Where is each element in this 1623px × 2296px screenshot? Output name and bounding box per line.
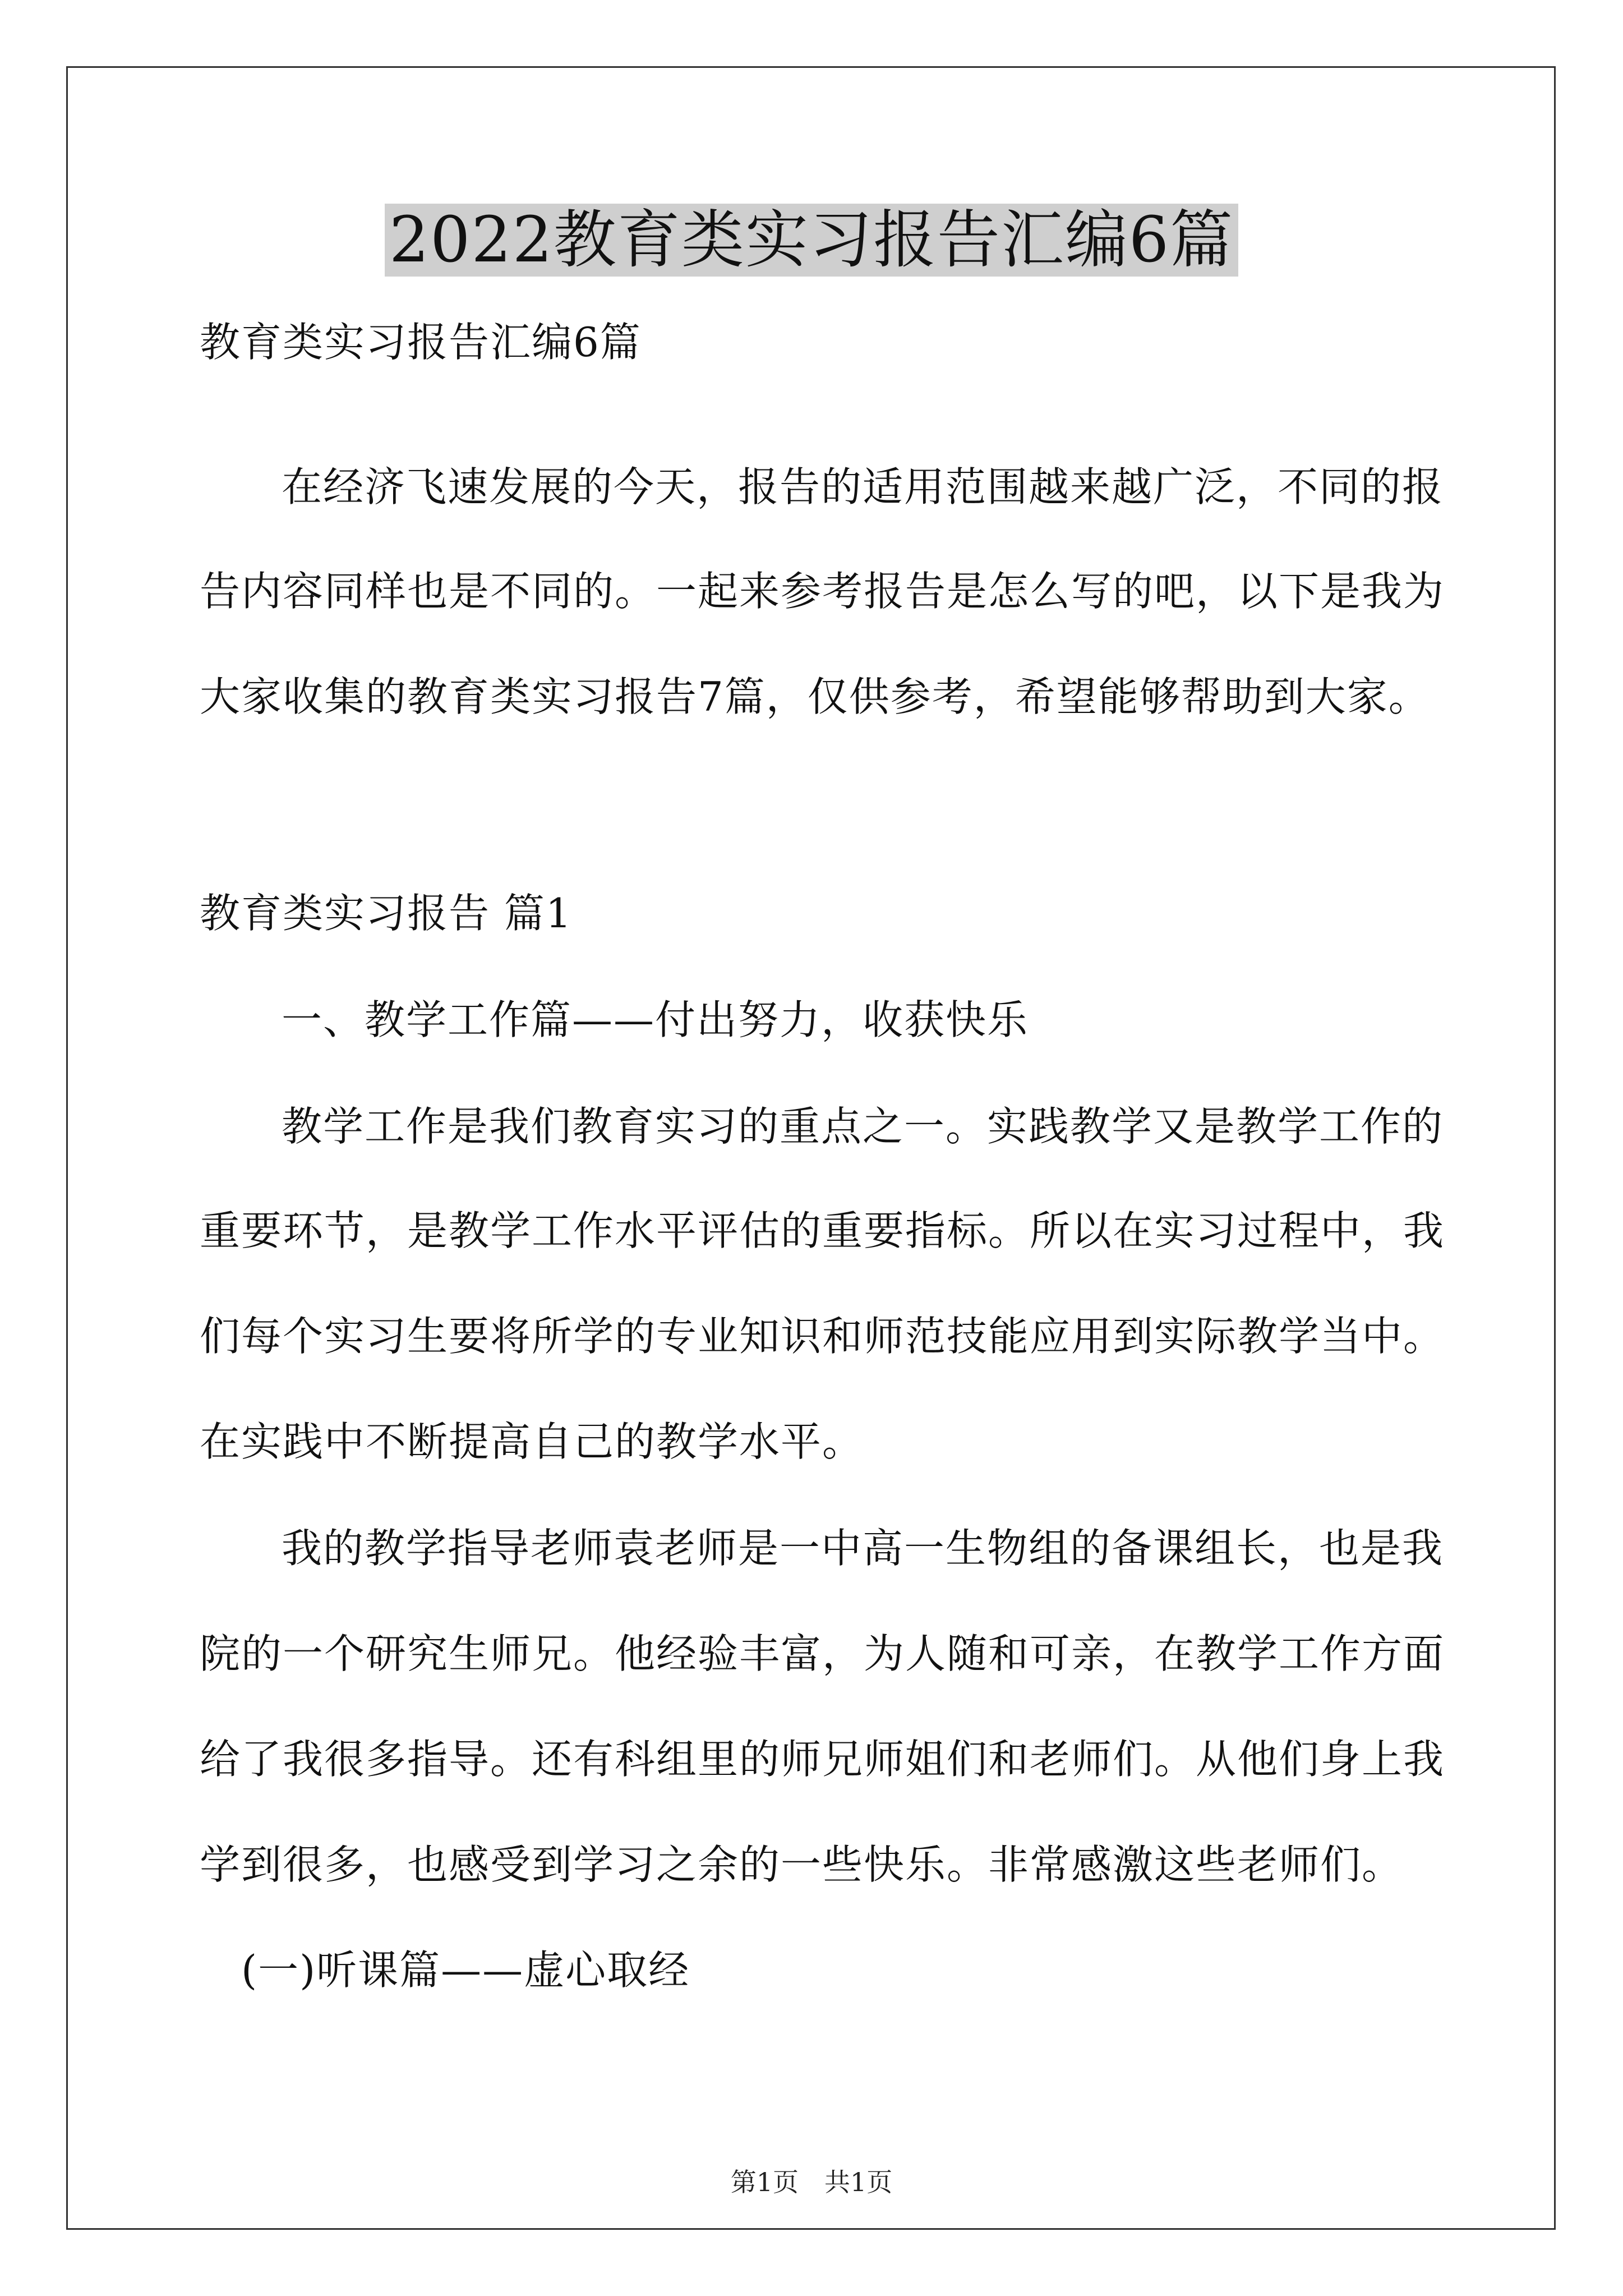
document-title — [0, 201, 1623, 279]
paragraph-line: 学到很多，也感受到学习之余的一些快乐。非常感激这些老师们。 — [200, 1841, 1404, 1888]
paragraph-line: 告内容同样也是不同的。一起来参考报告是怎么写的吧，以下是我为 — [200, 568, 1445, 615]
paragraph-line: 我的教学指导老师袁老师是一中高一生物组的备课组长，也是我 — [282, 1525, 1444, 1572]
paragraph-line: 在实践中不断提高自己的教学水平。 — [200, 1418, 864, 1465]
subsection-heading: 一、教学工作篇——付出努力，收获快乐 — [282, 996, 1029, 1043]
page-footer: 第1页 共1页 — [730, 2167, 893, 2197]
paragraph-line: 在经济飞速发展的今天，报告的适用范围越来越广泛，不同的报 — [282, 463, 1444, 510]
paragraph-line: 给了我很多指导。还有科组里的师兄师姐们和老师们。从他们身上我 — [200, 1736, 1445, 1783]
paragraph-line: 教学工作是我们教育实习的重点之一。实践教学又是教学工作的 — [282, 1103, 1444, 1150]
paragraph-line: 大家收集的教育类实习报告7篇，仅供参考，希望能够帮助到大家。 — [200, 673, 1430, 720]
section-heading: 教育类实习报告 篇1 — [200, 890, 573, 937]
document-subtitle: 教育类实习报告汇编6篇 — [200, 319, 642, 366]
paragraph-line: 们每个实习生要将所学的专业知识和师范技能应用到实际教学当中。 — [200, 1313, 1445, 1360]
subsection-heading: (一)听课篇——虚心取经 — [241, 1947, 690, 1994]
document-title-text: 2022教育类实习报告汇编6篇 — [385, 204, 1238, 277]
paragraph-line: 院的一个研究生师兄。他经验丰富，为人随和可亲，在教学工作方面 — [200, 1630, 1445, 1677]
paragraph-line: 重要环节，是教学工作水平评估的重要指标。所以在实习过程中，我 — [200, 1207, 1445, 1254]
